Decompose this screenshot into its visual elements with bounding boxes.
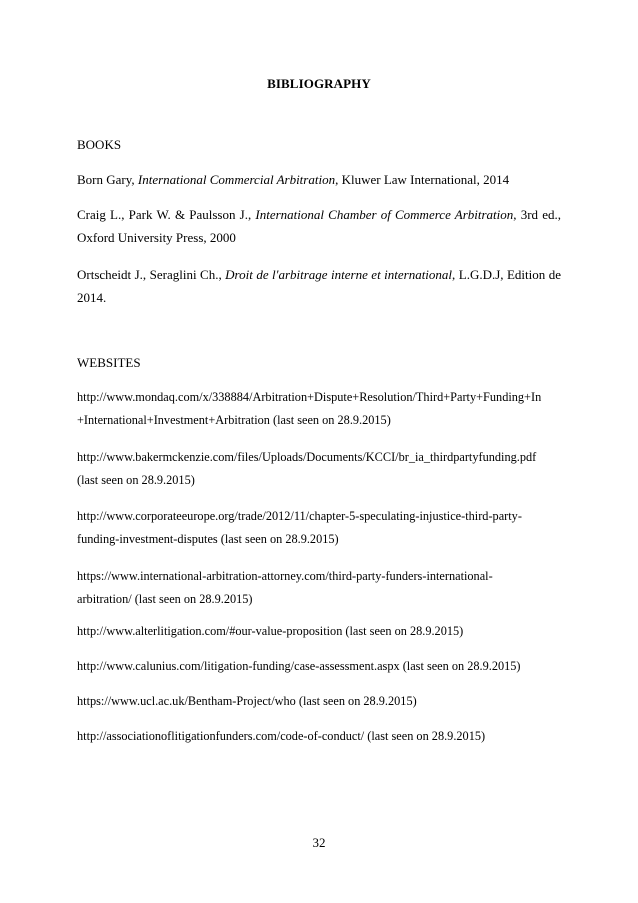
book-entry bbox=[77, 263, 561, 309]
book-entry bbox=[77, 203, 561, 249]
website-entry bbox=[77, 446, 567, 492]
book-title: International Chamber of Commerce Arbitration bbox=[255, 207, 514, 222]
website-url-line: https://www.ucl.ac.uk/Bentham-Project/who (last seen on 28.9.2015) bbox=[77, 694, 417, 708]
website-entry bbox=[77, 505, 567, 551]
website-entry bbox=[77, 386, 567, 432]
book-publisher: , Kluwer Law International, 2014 bbox=[335, 172, 510, 187]
website-entry bbox=[77, 565, 567, 611]
website-url-line: http://www.alterlitigation.com/#our-value-proposition (last seen on 28.9.2015) bbox=[77, 624, 464, 638]
book-title: Droit de l'arbitrage interne et international bbox=[225, 267, 453, 282]
website-url-line: http://www.corporateeurope.org/trade/2012/11/chapter-5-speculating-injustice-third-party- bbox=[77, 509, 522, 523]
website-url-line: http://www.bakermckenzie.com/files/Uploads/Documents/KCCI/br_ia_thirdpartyfunding.pdf bbox=[77, 450, 537, 464]
website-entry bbox=[77, 725, 567, 748]
website-entry bbox=[77, 690, 567, 713]
website-entry bbox=[77, 620, 567, 643]
website-url-line: +International+Investment+Arbitration (last seen on 28.9.2015) bbox=[77, 413, 391, 427]
website-url-line: https://www.international-arbitration-attorney.com/third-party-funders-international- bbox=[77, 569, 493, 583]
book-publisher: , L.G.D.J, Edition de 2014. bbox=[77, 267, 562, 305]
website-url-line: (last seen on 28.9.2015) bbox=[77, 473, 195, 487]
website-url-line: arbitration/ (last seen on 28.9.2015) bbox=[77, 592, 253, 606]
website-url-line: http://associationoflitigationfunders.com/code-of-conduct/ (last seen on 28.9.2015) bbox=[77, 729, 486, 743]
book-title: International Commercial Arbitration bbox=[137, 172, 336, 187]
books-heading: BOOKS bbox=[77, 137, 122, 152]
page-title: BIBLIOGRAPHY bbox=[267, 76, 371, 91]
book-author: Craig L., Park W. & Paulsson J., bbox=[77, 207, 256, 222]
page-number: 32 bbox=[312, 835, 326, 850]
book-publisher: , 3rd ed., Oxford University Press, 2000 bbox=[77, 207, 561, 245]
websites-heading: WEBSITES bbox=[77, 355, 141, 370]
book-author: Born Gary, bbox=[77, 172, 138, 187]
website-url-line: http://www.calunius.com/litigation-funding/case-assessment.aspx (last seen on 28.9.2015) bbox=[77, 659, 521, 673]
book-entry bbox=[77, 168, 561, 191]
website-url-line: http://www.mondaq.com/x/338884/Arbitration+Dispute+Resolution/Third+Party+Funding+In bbox=[77, 390, 542, 404]
website-url-line: funding-investment-disputes (last seen on 28.9.2015) bbox=[77, 532, 339, 546]
book-author: Ortscheidt J., Seraglini Ch., bbox=[77, 267, 226, 282]
website-entry bbox=[77, 655, 567, 678]
